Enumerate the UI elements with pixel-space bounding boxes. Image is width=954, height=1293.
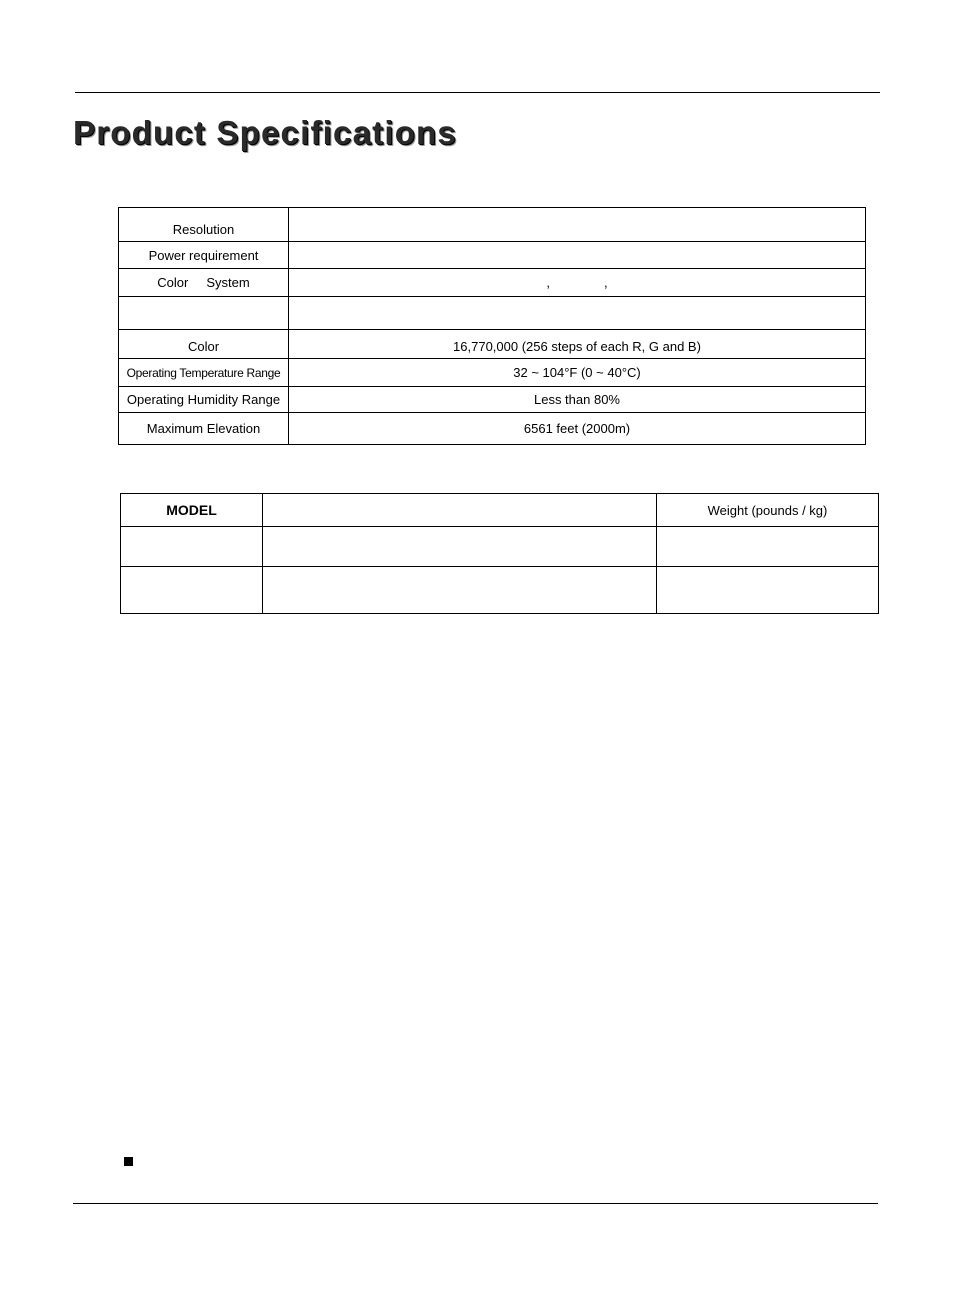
- model-header-middle: [263, 494, 657, 527]
- model-cell: [121, 567, 263, 614]
- table-row: [121, 567, 879, 614]
- spec-value: 32 ~ 104°F (0 ~ 40°C): [289, 359, 866, 387]
- value-separator: ,: [546, 275, 550, 290]
- spec-label: Power requirement: [119, 242, 289, 269]
- spec-value: Less than 80%: [289, 387, 866, 413]
- model-header: MODEL: [121, 494, 263, 527]
- spec-row-color: [119, 330, 866, 359]
- page-title: Product Specifications: [73, 114, 457, 151]
- spec-label: [119, 269, 289, 297]
- weight-header: Weight (pounds / kg): [657, 494, 879, 527]
- spec-value: [289, 208, 866, 242]
- spec-label: Color: [119, 330, 289, 359]
- spec-value: [289, 297, 866, 330]
- spec-value: [289, 269, 866, 297]
- spec-label: Operating Humidity Range: [119, 387, 289, 413]
- spec-row-resolution: [119, 208, 866, 242]
- top-rule: [75, 92, 880, 93]
- model-cell: [121, 527, 263, 567]
- spec-table: [118, 207, 866, 445]
- spec-row-elevation: [119, 413, 866, 445]
- bottom-rule: [73, 1203, 878, 1204]
- spec-label: Operating Temperature Range: [119, 359, 289, 387]
- table-row: [121, 527, 879, 567]
- spec-value: 16,770,000 (256 steps of each R, G and B): [289, 330, 866, 359]
- middle-cell: [263, 527, 657, 567]
- spec-label: Maximum Elevation: [119, 413, 289, 445]
- spec-row-color-system: [119, 269, 866, 297]
- spec-row-power: [119, 242, 866, 269]
- spec-label: Resolution: [119, 208, 289, 242]
- spec-row-humidity: [119, 387, 866, 413]
- spec-value: [289, 242, 866, 269]
- spec-label-part: Color: [157, 275, 189, 290]
- spec-label-part: System: [206, 275, 250, 290]
- weight-cell: [657, 527, 879, 567]
- model-table: [120, 493, 879, 614]
- weight-cell: [657, 567, 879, 614]
- model-header-row: [121, 494, 879, 527]
- spec-row-blank: [119, 297, 866, 330]
- middle-cell: [263, 567, 657, 614]
- value-separator: ,: [604, 275, 608, 290]
- square-bullet-icon: [124, 1157, 133, 1166]
- spec-value: 6561 feet (2000m): [289, 413, 866, 445]
- spec-label: [119, 297, 289, 330]
- spec-row-temperature: [119, 359, 866, 387]
